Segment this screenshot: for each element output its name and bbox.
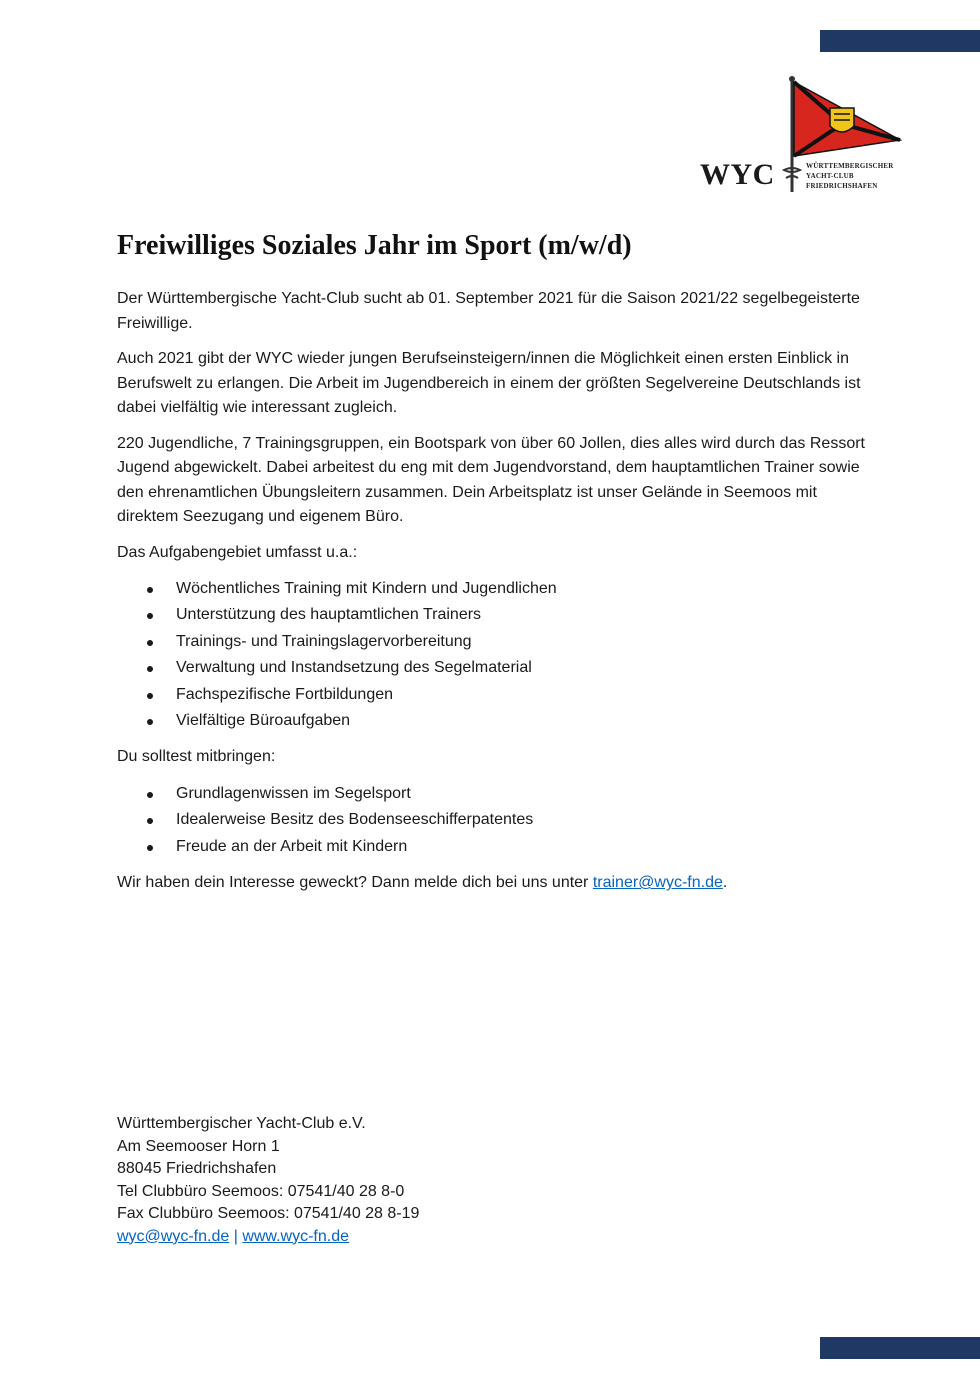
top-accent-bar [820,30,980,52]
list-item: Vielfältige Büroaufgaben [117,708,877,734]
tasks-heading: Das Aufgabengebiet umfasst u.a.: [117,543,358,561]
website-link[interactable]: www.wyc-fn.de [242,1227,350,1245]
list-item: Wöchentliches Training mit Kindern und Jugendlichen [117,576,877,602]
tasks-list [117,576,877,734]
list-item: Freude an der Arbeit mit Kindern [117,834,877,860]
logo-subtitle-line: WÜRTTEMBERGISCHER [806,162,894,170]
bottom-accent-bar [820,1337,980,1359]
trainer-email-link[interactable]: trainer@wyc-fn.de [592,874,723,892]
page-title: Freiwilliges Soziales Jahr im Sport (m/w/d) [117,230,632,261]
list-item: Verwaltung und Instandsetzung des Segelmaterial [117,655,877,681]
footer-street: Am Seemooser Horn 1 [117,1137,280,1155]
footer-org: Württembergischer Yacht-Club e.V. [117,1115,366,1132]
footer-links [117,1226,419,1249]
contact-suffix: . [722,874,728,892]
requirements-heading: Du solltest mitbringen: [117,748,276,766]
intro-paragraph: Der Württembergische Yacht-Club sucht ab 01. September 2021 für die Saison 2021/22 segelbegeisterte Freiwillige. [117,290,860,332]
list-item: Idealerweise Besitz des Bodenseeschifferpatentes [117,807,877,833]
logo-subtitle-line: FRIEDRICHSHAFEN [806,182,878,190]
list-item: Trainings- und Trainingslagervorbereitung [117,629,877,655]
logo-subtitle-line: YACHT-CLUB [806,172,854,180]
club-logo [696,74,906,198]
footer-tel: Tel Clubbüro Seemoos: 07541/40 28 8-0 [117,1182,405,1200]
club-email-link[interactable]: wyc@wyc-fn.de [117,1227,230,1245]
contact-line [117,871,877,896]
list-item: Grundlagenwissen im Segelsport [117,781,877,807]
details-paragraph: 220 Jugendliche, 7 Trainingsgruppen, ein Bootspark von über 60 Jollen, dies alles wird durch das Ressort Jugend abgewickelt. Dabei arbeitest du eng mit dem Jugendvorstand, dem hauptamtlichen Trainer sowie den ehrenamtlichen Übungsleitern zusammen. Dein Arbeitsplatz ist unser Gelände in Seemoos mit direktem Seezugang und eigenem Büro. [117,434,865,525]
footer-fax: Fax Clubbüro Seemoos: 07541/40 28 8-19 [117,1205,420,1222]
link-separator: | [229,1227,243,1245]
list-item: Fachspezifische Fortbildungen [117,682,877,708]
logo-wordmark: WYC [700,158,775,191]
list-item: Unterstützung des hauptamtlichen Trainers [117,602,877,628]
requirements-list [117,781,877,860]
description-paragraph: Auch 2021 gibt der WYC wieder jungen Berufseinsteigern/innen die Möglichkeit einen ersten Einblick in Berufswelt zu erlangen. Die Arbeit im Jugendbereich in einem der größten Segelvereine Deutschlands ist dabei vielfältig wie interessant zugleich. [117,350,861,416]
footer-city: 88045 Friedrichshafen [117,1160,277,1177]
contact-text: Wir haben dein Interesse geweckt? Dann melde dich bei uns unter [117,874,593,892]
main-content [117,287,877,907]
footer-address [117,1113,419,1248]
